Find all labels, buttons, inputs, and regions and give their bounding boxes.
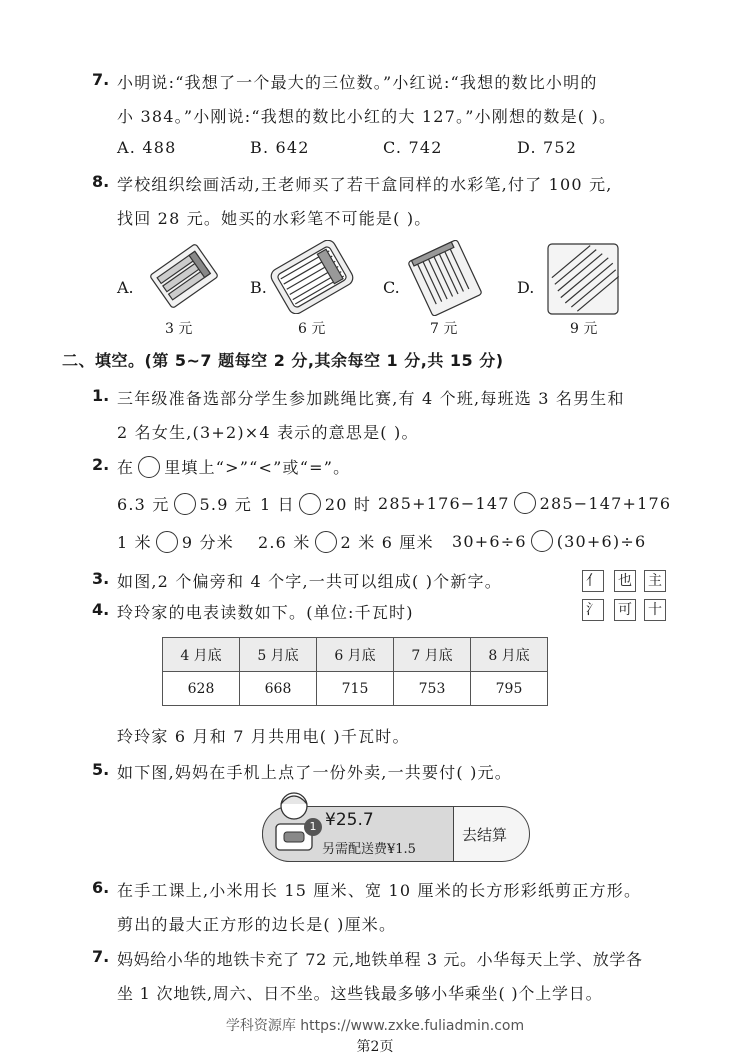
compare-circle-input[interactable]	[174, 493, 196, 515]
table-cell: 668	[240, 672, 317, 706]
compare-left: 1 米	[117, 533, 152, 552]
char-box: 也	[614, 570, 636, 592]
marker-box-3-pens-illustration	[148, 242, 220, 310]
question-text: 学校组织绘画活动,王老师买了若干盒同样的水彩笔,付了 100 元,	[117, 175, 613, 194]
question-text: 剪出的最大正方形的边长是( )厘米。	[117, 915, 397, 934]
compare-item	[117, 530, 234, 553]
char-box: 十	[644, 599, 666, 621]
compare-right: 2 米 6 厘米	[340, 533, 434, 552]
price-label: 7 元	[430, 321, 458, 337]
question-number: 7.	[92, 70, 110, 89]
table-cell: 753	[394, 672, 471, 706]
compare-item	[258, 530, 434, 553]
compare-item	[117, 492, 252, 515]
checkout-button[interactable]: 去结算	[462, 826, 508, 844]
table-header-cell: 5 月底	[240, 638, 317, 672]
question-text: 玲玲家 6 月和 7 月共用电( )千瓦时。	[117, 727, 410, 746]
delivery-fee: 另需配送费¥1.5	[322, 842, 416, 857]
compare-right: (30+6)÷6	[556, 532, 647, 551]
intro-text: 在	[117, 458, 135, 477]
marker-box-6-pens-illustration	[270, 240, 354, 314]
compare-left: 6.3 元	[117, 495, 170, 514]
question-number: 8.	[92, 172, 110, 191]
option-a: A. 488	[117, 138, 177, 157]
question-text: 如图,2 个偏旁和 4 个字,一共可以组成( )个新字。	[117, 572, 502, 591]
compare-left: 1 日	[260, 495, 295, 514]
compare-circle-input[interactable]	[156, 531, 178, 553]
watermark: 学科资源库 https://www.zxke.fuliadmin.com	[225, 1018, 525, 1034]
option-b: B.	[250, 278, 267, 297]
char-box: 氵	[582, 599, 604, 621]
option-a: A.	[117, 278, 134, 297]
compare-item	[452, 530, 646, 552]
total-price: ¥25.7	[325, 810, 374, 830]
question-text: 小明说:“我想了一个最大的三位数。”小红说:“我想的数比小明的	[117, 73, 598, 92]
table-header-cell: 7 月底	[394, 638, 471, 672]
question-number: 4.	[92, 600, 110, 619]
question-text: 坐 1 次地铁,周六、日不坐。这些钱最多够小华乘坐( )个上学日。	[117, 984, 603, 1003]
compare-left: 2.6 米	[258, 533, 311, 552]
table-cell: 715	[317, 672, 394, 706]
table-cell: 628	[163, 672, 240, 706]
option-c: C. 742	[383, 138, 443, 157]
compare-circle-input[interactable]	[315, 531, 337, 553]
table-header-cell: 4 月底	[163, 638, 240, 672]
table-header-row	[163, 638, 548, 672]
table-row	[163, 672, 548, 706]
question-text: 小 384。”小刚说:“我想的数比小红的大 127。”小刚想的数是( )。	[117, 107, 617, 126]
price-label: 9 元	[570, 321, 598, 337]
compare-circle-input[interactable]	[299, 493, 321, 515]
question-text: 在手工课上,小米用长 15 厘米、宽 10 厘米的长方形彩纸剪正方形。	[117, 881, 642, 900]
char-box: 可	[614, 599, 636, 621]
section-title: 二、填空。(第 5~7 题每空 2 分,其余每空 1 分,共 15 分)	[62, 351, 504, 370]
price-label: 3 元	[165, 321, 193, 337]
table-header-cell: 6 月底	[317, 638, 394, 672]
question-text: 找回 28 元。她买的水彩笔不可能是( )。	[117, 209, 432, 228]
question-text: 玲玲家的电表读数如下。(单位:千瓦时)	[117, 603, 414, 622]
compare-item	[378, 492, 671, 514]
char-box: 主	[644, 570, 666, 592]
char-box: 亻	[582, 570, 604, 592]
cart-badge: 1	[304, 818, 322, 836]
question-number: 1.	[92, 386, 110, 405]
question-number: 7.	[92, 947, 110, 966]
compare-left: 285+176−147	[378, 494, 510, 513]
option-c: C.	[383, 278, 400, 297]
compare-item	[260, 492, 371, 515]
circle-icon	[138, 456, 160, 478]
question-text: 三年级准备选部分学生参加跳绳比赛,有 4 个班,每班选 3 名男生和	[117, 389, 625, 408]
compare-circle-input[interactable]	[531, 530, 553, 552]
compare-circle-input[interactable]	[514, 492, 536, 514]
compare-right: 9 分米	[181, 533, 234, 552]
question-number: 2.	[92, 455, 110, 474]
question-text: 妈妈给小华的地铁卡充了 72 元,地铁单程 3 元。小华每天上学、放学各	[117, 950, 643, 969]
option-d: D.	[517, 278, 535, 297]
option-d: D. 752	[517, 138, 578, 157]
page-number: 第2页	[356, 1039, 394, 1055]
compare-left: 30+6÷6	[452, 532, 527, 551]
question-text: 2 名女生,(3+2)×4 表示的意思是( )。	[117, 423, 419, 442]
question-text: 如下图,妈妈在手机上点了一份外卖,一共要付( )元。	[117, 763, 512, 782]
table-header-cell: 8 月底	[471, 638, 548, 672]
question-number: 6.	[92, 878, 110, 897]
compare-right: 5.9 元	[199, 495, 253, 514]
marker-box-9-pens-illustration	[540, 238, 626, 320]
compare-right: 285−147+176	[539, 494, 672, 513]
question-text	[117, 455, 350, 478]
intro-text: 里填上“>”“<”或“=”。	[164, 458, 351, 477]
compare-right: 20 时	[324, 495, 372, 514]
question-number: 3.	[92, 569, 110, 588]
price-label: 6 元	[298, 321, 326, 337]
meter-reading-table	[162, 637, 548, 706]
option-b: B. 642	[250, 138, 310, 157]
marker-box-7-pens-illustration	[408, 240, 482, 316]
table-cell: 795	[471, 672, 548, 706]
question-number: 5.	[92, 760, 110, 779]
